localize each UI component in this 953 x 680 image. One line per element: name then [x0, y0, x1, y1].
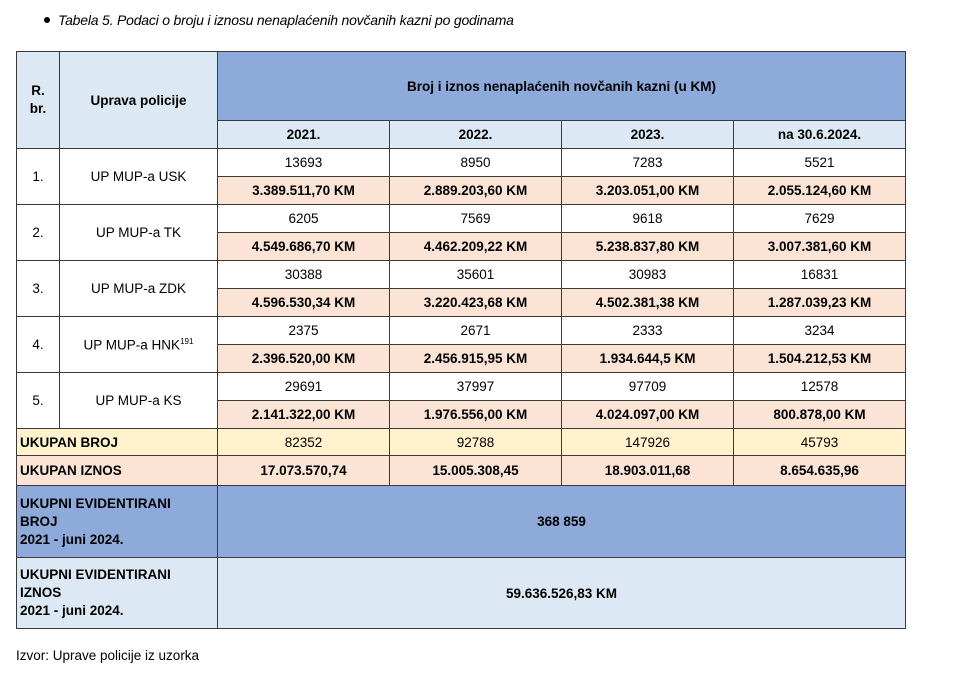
count-cell: 37997	[390, 373, 562, 401]
evid-broj-label-line: UKUPNI EVIDENTIRANI	[20, 495, 171, 511]
count-cell: 12578	[734, 373, 906, 401]
row-number: 4.	[17, 317, 60, 373]
row-number: 2.	[17, 205, 60, 261]
evid-iznos-label-line: IZNOS	[20, 585, 62, 600]
ukupan-iznos-label: UKUPAN IZNOS	[17, 456, 218, 486]
amount-cell: 1.504.212,53 KM	[734, 345, 906, 373]
count-cell: 97709	[562, 373, 734, 401]
row-number: 5.	[17, 373, 60, 429]
count-cell: 6205	[218, 205, 390, 233]
ukupan-broj-value: 92788	[390, 429, 562, 456]
amount-cell: 800.878,00 KM	[734, 401, 906, 429]
header-year: 2023.	[562, 121, 734, 149]
amount-cell: 1.976.556,00 KM	[390, 401, 562, 429]
police-administration-name: UP MUP-a HNK	[83, 337, 181, 353]
amount-cell: 5.238.837,80 KM	[562, 233, 734, 261]
count-cell: 8950	[390, 149, 562, 177]
count-cell: 5521	[734, 149, 906, 177]
evid-iznos-label-line: 2021 - juni 2024.	[20, 603, 124, 618]
police-administration	[60, 261, 218, 317]
amount-cell: 4.462.209,22 KM	[390, 233, 562, 261]
evid-iznos-row	[17, 558, 906, 629]
count-cell: 30983	[562, 261, 734, 289]
amount-cell: 4.024.097,00 KM	[562, 401, 734, 429]
bullet-icon	[44, 17, 50, 23]
count-cell: 2333	[562, 317, 734, 345]
evid-broj-label-line: BROJ	[20, 513, 58, 529]
table-row	[17, 317, 906, 345]
police-administration	[60, 317, 218, 373]
evid-iznos-value: 59.636.526,83 KM	[218, 558, 906, 629]
ukupan-broj-value: 82352	[218, 429, 390, 456]
footnote-ref: 191	[180, 336, 194, 346]
count-cell: 3234	[734, 317, 906, 345]
count-cell: 7569	[390, 205, 562, 233]
table-row	[17, 261, 906, 289]
count-cell: 7283	[562, 149, 734, 177]
header-year: 2022.	[390, 121, 562, 149]
count-cell: 35601	[390, 261, 562, 289]
row-number: 3.	[17, 261, 60, 317]
header-year: 2021.	[218, 121, 390, 149]
ukupan-broj-label: UKUPAN BROJ	[17, 429, 218, 456]
amount-cell: 2.141.322,00 KM	[218, 401, 390, 429]
police-administration	[60, 205, 218, 261]
header-uprava: Uprava policije	[60, 52, 218, 149]
amount-cell: 4.502.381,38 KM	[562, 289, 734, 317]
police-administration-name: UP MUP-a ZDK	[90, 281, 186, 296]
evid-iznos-label	[17, 558, 218, 629]
ukupan-iznos-value: 17.073.570,74	[218, 456, 390, 486]
amount-cell: 4.549.686,70 KM	[218, 233, 390, 261]
ukupan-iznos-value: 8.654.635,96	[734, 456, 906, 486]
table-caption	[44, 12, 514, 28]
ukupan-iznos-value: 18.903.011,68	[562, 456, 734, 486]
amount-cell: 1.934.644,5 KM	[562, 345, 734, 373]
ukupan-broj-row	[17, 429, 906, 456]
amount-cell: 2.055.124,60 KM	[734, 177, 906, 205]
amount-cell: 3.203.051,00 KM	[562, 177, 734, 205]
amount-cell: 3.220.423,68 KM	[390, 289, 562, 317]
row-number: 1.	[17, 149, 60, 205]
police-administration-name: UP MUP-a TK	[95, 225, 182, 240]
police-administration-name: UP MUP-a KS	[95, 393, 182, 408]
ukupan-broj-value: 147926	[562, 429, 734, 456]
evid-broj-label	[17, 486, 218, 558]
header-year: na 30.6.2024.	[734, 121, 906, 149]
table-row	[17, 373, 906, 401]
count-cell: 13693	[218, 149, 390, 177]
amount-cell: 1.287.039,23 KM	[734, 289, 906, 317]
count-cell: 16831	[734, 261, 906, 289]
count-cell: 2671	[390, 317, 562, 345]
amount-cell: 2.889.203,60 KM	[390, 177, 562, 205]
ukupan-iznos-row	[17, 456, 906, 486]
header-group: Broj i iznos nenaplaćenih novčanih kazni (u KM)	[218, 52, 906, 121]
evid-broj-row	[17, 486, 906, 558]
caption-text: Tabela 5. Podaci o broju i iznosu nenaplaćenih novčanih kazni po godinama	[58, 12, 514, 28]
count-cell: 29691	[218, 373, 390, 401]
table-row	[17, 149, 906, 177]
amount-cell: 2.456.915,95 KM	[390, 345, 562, 373]
count-cell: 9618	[562, 205, 734, 233]
police-administration-name: UP MUP-a USK	[90, 169, 187, 184]
evid-broj-label-line: 2021 - juni 2024.	[20, 531, 124, 547]
evid-iznos-label-line: UKUPNI EVIDENTIRANI	[20, 567, 171, 582]
police-administration	[60, 373, 218, 429]
ukupan-iznos-value: 15.005.308,45	[390, 456, 562, 486]
evid-broj-value: 368 859	[218, 486, 906, 558]
amount-cell: 2.396.520,00 KM	[218, 345, 390, 373]
fines-table	[16, 51, 906, 629]
police-administration	[60, 149, 218, 205]
source-note: Izvor: Uprave policije iz uzorka	[16, 648, 200, 663]
count-cell: 7629	[734, 205, 906, 233]
amount-cell: 3.007.381,60 KM	[734, 233, 906, 261]
header-rbr: R. br.	[17, 52, 60, 149]
count-cell: 2375	[218, 317, 390, 345]
table-row	[17, 205, 906, 233]
ukupan-broj-value: 45793	[734, 429, 906, 456]
count-cell: 30388	[218, 261, 390, 289]
amount-cell: 3.389.511,70 KM	[218, 177, 390, 205]
amount-cell: 4.596.530,34 KM	[218, 289, 390, 317]
